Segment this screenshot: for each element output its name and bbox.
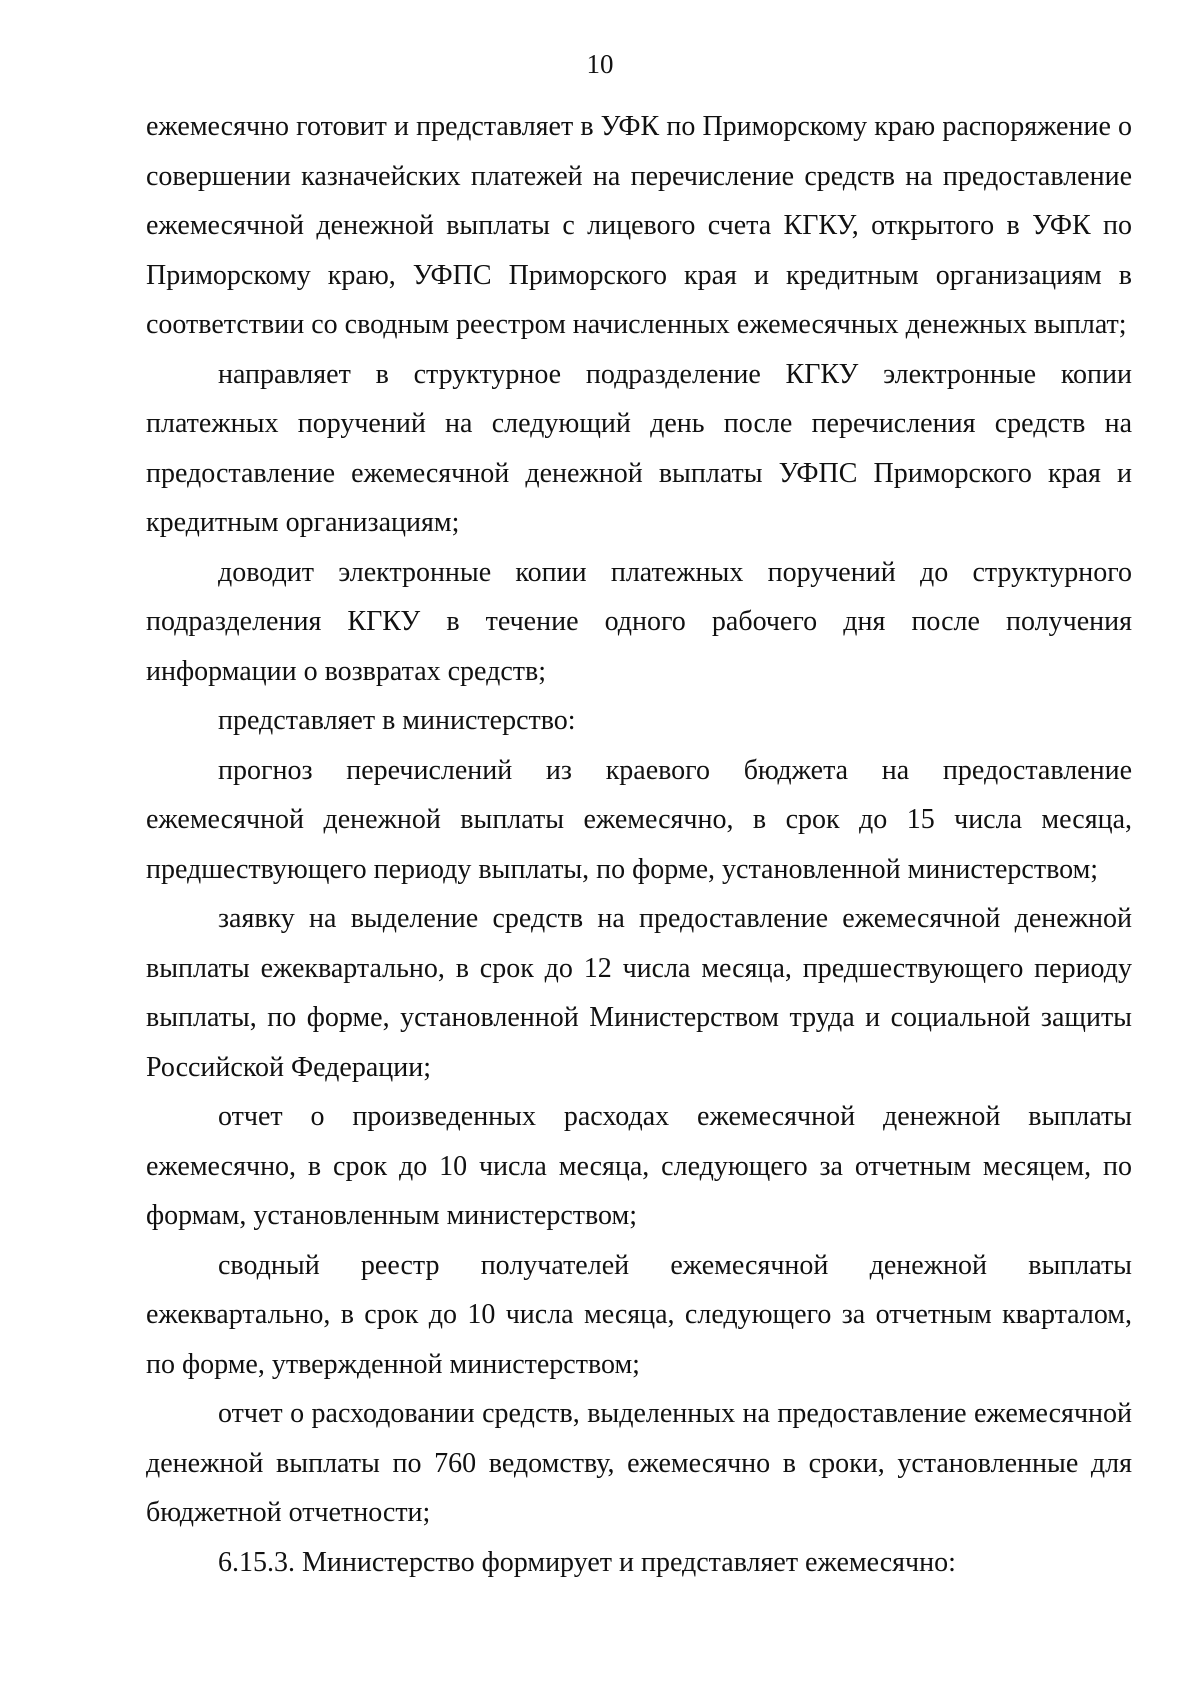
paragraph-deliver-copies: доводит электронные копии платежных поручений до структурного подразделения КГКУ в течение одного рабочего дня после получения информации о возвратах средств;	[146, 556, 1132, 687]
page-number: 10	[586, 49, 614, 79]
paragraph-submits-to-ministry: представляет в министерство:	[218, 705, 576, 736]
paragraph-spending-report: отчет о расходовании средств, выделенных на предоставление ежемесячной денежной выплаты по 760 ведомству, ежемесячно в сроки, установленные для бюджетной отчетности;	[146, 1398, 1132, 1528]
paragraph-send-copies: направляет в структурное подразделение КГКУ электронные копии платежных поручений на следующий день после перечисления средств на предоставление ежемесячной денежной выплаты УФПС Приморского края и кредитным организациям;	[146, 358, 1132, 538]
paragraph-forecast: прогноз перечислений из краевого бюджета на предоставление ежемесячной денежной выплаты ежемесячно, в срок до 15 числа месяца, предшествующего периоду выплаты, по форме, установленной министерством;	[146, 754, 1132, 885]
paragraph-section-6-15-3: 6.15.3. Министерство формирует и представляет ежемесячно:	[218, 1546, 956, 1578]
document-body	[146, 102, 1132, 1587]
paragraph-monthly-payment-order: ежемесячно готовит и представляет в УФК по Приморскому краю распоряжение о совершении казначейских платежей на перечисление средств на предоставление ежемесячной денежной выплаты с лицевого счета КГКУ, открытого в УФК по Приморскому краю, УФПС Приморского края и кредитным организациям в соответствии со сводным реестром начисленных ежемесячных денежных выплат;	[146, 111, 1132, 340]
paragraph-expense-report: отчет о произведенных расходах ежемесячной денежной выплаты ежемесячно, в срок до 10 числа месяца, следующего за отчетным месяцем, по формам, установленным министерством;	[146, 1101, 1132, 1231]
paragraph-recipient-register: сводный реестр получателей ежемесячной денежной выплаты ежеквартально, в срок до 10 числа месяца, следующего за отчетным кварталом, по форме, утвержденной министерством;	[146, 1249, 1132, 1380]
paragraph-funding-request: заявку на выделение средств на предоставление ежемесячной денежной выплаты ежеквартально, в срок до 12 числа месяца, предшествующего периоду выплаты, по форме, установленной Министерством труда и социальной защиты Российской Федерации;	[146, 903, 1132, 1083]
